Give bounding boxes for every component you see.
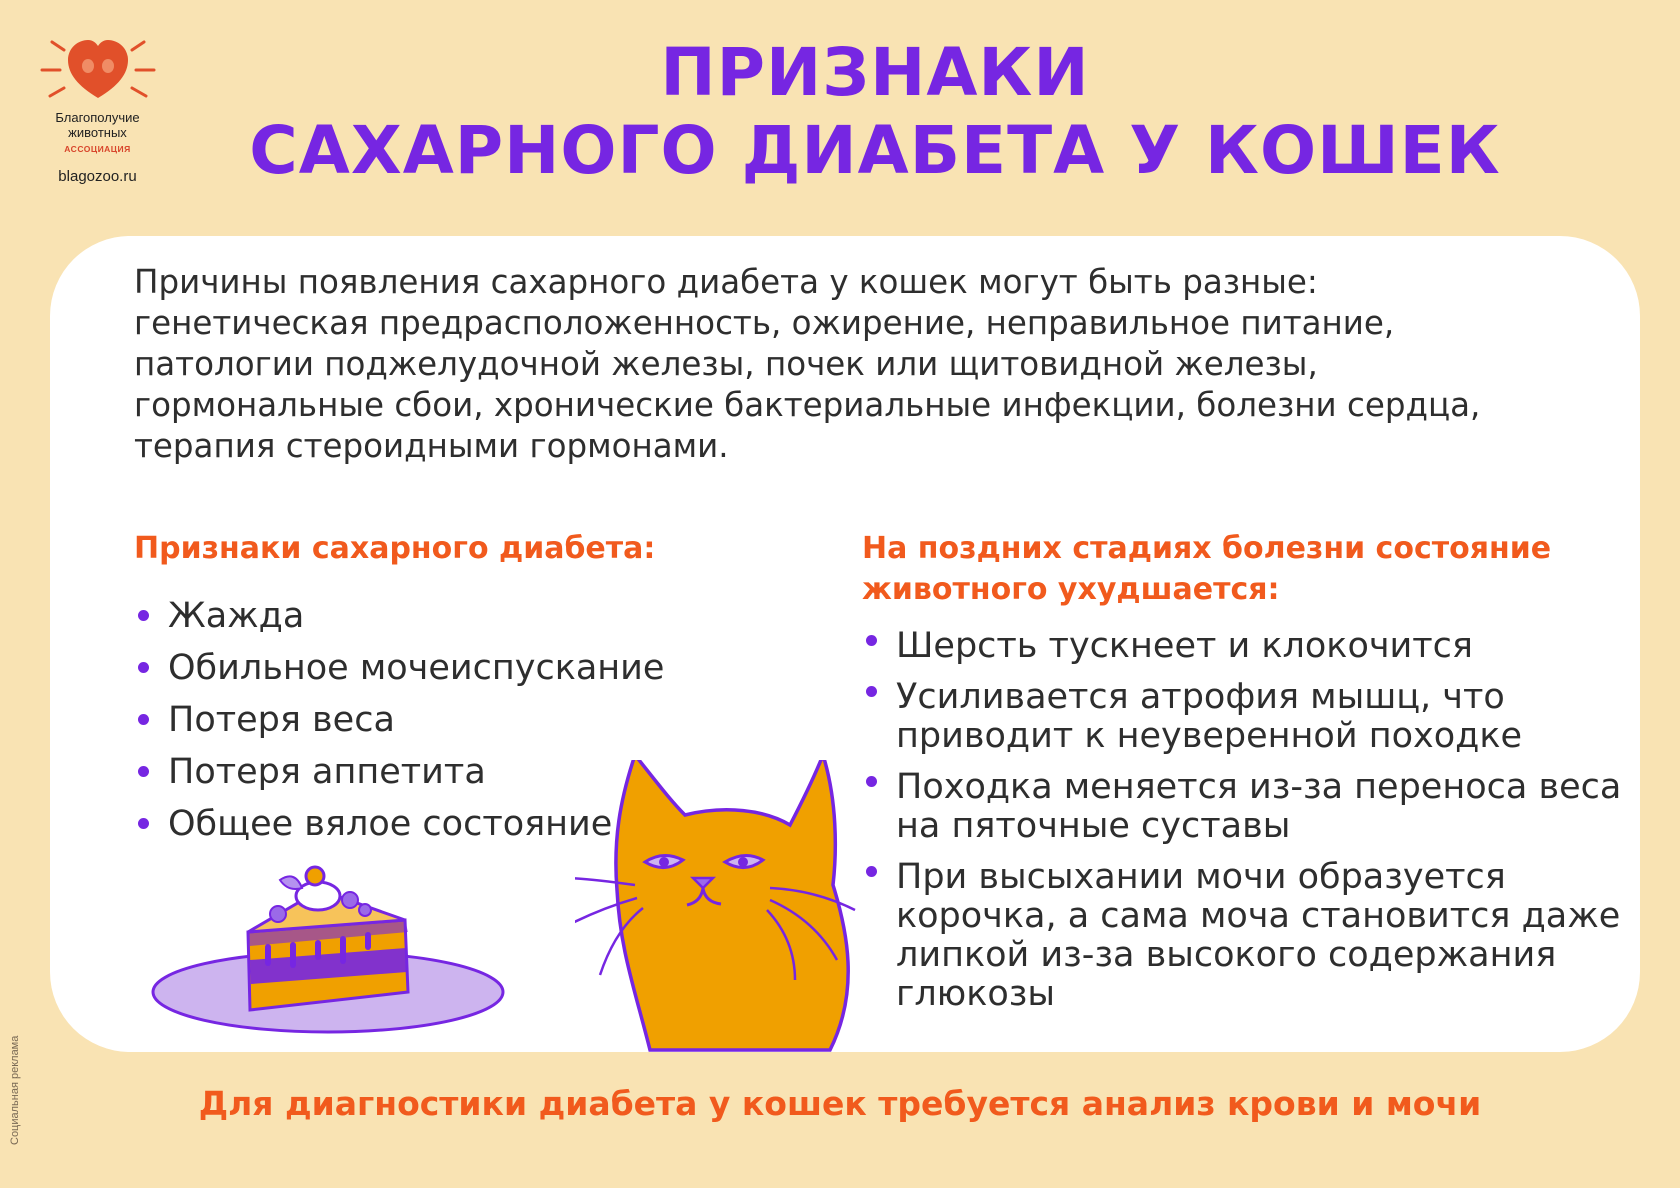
- late-stage-list: [862, 627, 1622, 1026]
- intro-line: патологии поджелудочной железы, почек или щитовидной железы,: [134, 345, 1318, 383]
- heart-rays-icon: [38, 36, 158, 106]
- page-title: [200, 34, 1550, 190]
- signs-heading: Признаки сахарного диабета:: [134, 531, 656, 566]
- list-item: Потеря аппетита: [134, 746, 664, 798]
- logo-name: Благополучие животных: [55, 110, 140, 140]
- intro-line: терапия стероидными гормонами.: [134, 427, 729, 465]
- title-line-1: ПРИЗНАКИ: [660, 34, 1090, 111]
- cake-illustration: [150, 860, 510, 1035]
- list-item: Обильное мочеиспускание: [134, 642, 664, 694]
- list-item: Жажда: [134, 590, 664, 642]
- title-line-2: САХАРНОГО ДИАБЕТА У КОШЕК: [249, 112, 1501, 189]
- list-item: При высыхании мочи образуется корочка, а сама моча становится даже липкой из-за высокого содержания глюкозы: [862, 858, 1622, 1014]
- late-stage-heading: На поздних стадиях болезни состояние животного ухудшается:: [862, 531, 1552, 607]
- intro-line: генетическая предрасположенность, ожирение, неправильное питание,: [134, 304, 1395, 342]
- logo-subtitle: АССОЦИАЦИЯ: [64, 144, 131, 154]
- intro-paragraph: [134, 262, 1604, 467]
- list-item: Усиливается атрофия мышц, что приводит к неуверенной походке: [862, 678, 1622, 756]
- footer-note: Для диагностики диабета у кошек требуется анализ крови и мочи: [198, 1084, 1482, 1123]
- list-item: Общее вялое состояние: [134, 798, 664, 850]
- cat-illustration: [575, 760, 885, 1060]
- list-item: Шерсть тускнеет и клокочится: [862, 627, 1622, 666]
- intro-line: гормональные сбои, хронические бактериальные инфекции, болезни сердца,: [134, 386, 1481, 424]
- side-note: Социальная реклама: [9, 1035, 21, 1145]
- logo: [30, 36, 165, 185]
- intro-line: Причины появления сахарного диабета у кошек могут быть разные:: [134, 263, 1318, 301]
- list-item: Потеря веса: [134, 694, 664, 746]
- logo-site: blagozoo.ru: [58, 168, 137, 185]
- list-item: Походка меняется из-за переноса веса на пяточные суставы: [862, 768, 1622, 846]
